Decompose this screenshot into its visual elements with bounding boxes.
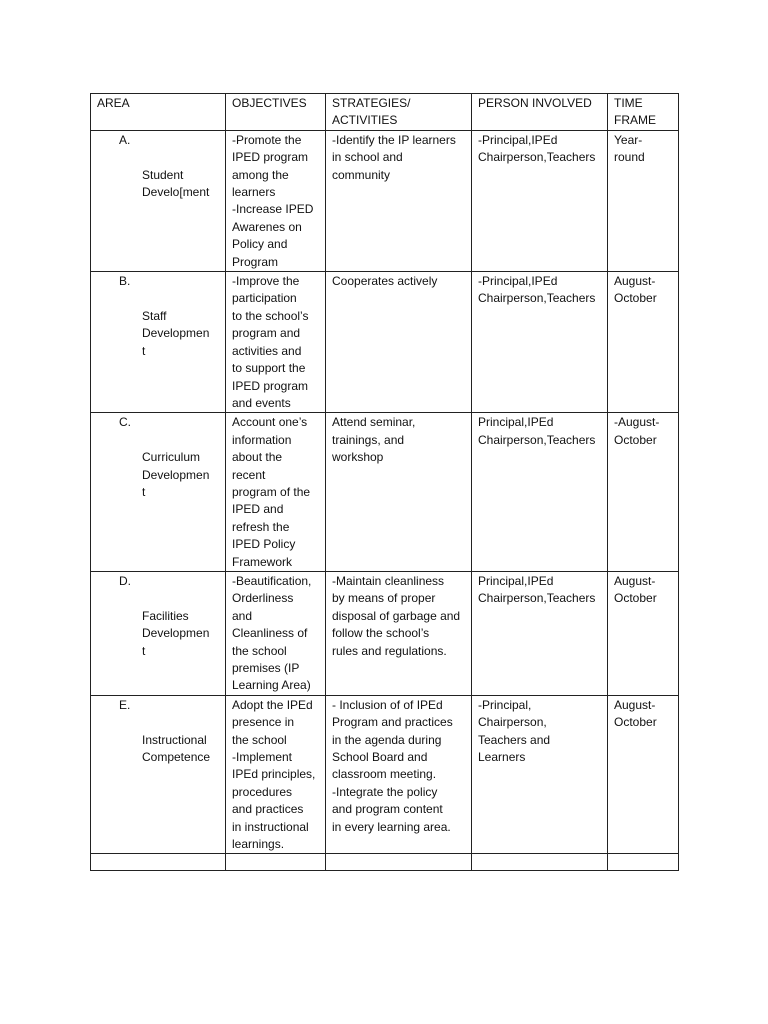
- objectives-cell: -Beautification, Orderliness and Cleanliness of the school premises (IP Learning Area): [226, 571, 326, 695]
- time-frame-cell: August- October: [608, 571, 679, 695]
- empty-cell: [326, 854, 472, 871]
- time-frame-cell: August- October: [608, 695, 679, 854]
- header-objectives: OBJECTIVES: [226, 94, 326, 131]
- area-name: Instructional Competence: [142, 732, 211, 765]
- area-letter: E.: [119, 697, 131, 712]
- header-time-frame: TIME FRAME: [608, 94, 679, 131]
- time-frame-cell: August- October: [608, 272, 679, 413]
- area-cell: [91, 695, 226, 854]
- objectives-cell: Adopt the IPEd presence in the school -Implement IPEd principles, procedures and practices in instructional learnings.: [226, 695, 326, 854]
- header-area: AREA: [91, 94, 226, 131]
- person-involved-cell: Principal,IPEd Chairperson,Teachers: [472, 413, 608, 572]
- area-name: Student Develo[ment: [142, 167, 210, 200]
- table-row: [91, 130, 679, 271]
- objectives-cell: -Improve the participation to the school’s program and activities and to support the IPED program and events: [226, 272, 326, 413]
- empty-cell: [226, 854, 326, 871]
- objectives-cell: Account one’s information about the recent program of the IPED and refresh the IPED Policy Framework: [226, 413, 326, 572]
- table-row: [91, 571, 679, 695]
- area-letter: D.: [119, 573, 131, 588]
- strategies-cell: Cooperates actively: [326, 272, 472, 413]
- strategies-cell: -Maintain cleanliness by means of proper disposal of garbage and follow the school’s rules and regulations.: [326, 571, 472, 695]
- table-row: [91, 695, 679, 854]
- strategies-cell: - Inclusion of of IPEd Program and practices in the agenda during School Board and classroom meeting. -Integrate the policy and program content in every learning area.: [326, 695, 472, 854]
- area-letter: A.: [119, 132, 131, 147]
- area-cell: [91, 413, 226, 572]
- empty-table-row: [91, 854, 679, 871]
- empty-cell: [608, 854, 679, 871]
- area-letter: C.: [119, 415, 131, 430]
- time-frame-cell: -August- October: [608, 413, 679, 572]
- area-name: Facilities Developmen t: [142, 608, 210, 658]
- header-person-involved: PERSON INVOLVED: [472, 94, 608, 131]
- area-letter: B.: [119, 274, 131, 289]
- strategies-cell: -Identify the IP learners in school and community: [326, 130, 472, 271]
- person-involved-cell: Principal,IPEd Chairperson,Teachers: [472, 571, 608, 695]
- header-row: [91, 94, 679, 131]
- iped-action-plan-table: [90, 93, 679, 871]
- empty-cell: [91, 854, 226, 871]
- area-cell: [91, 272, 226, 413]
- table-row: [91, 413, 679, 572]
- table-row: [91, 272, 679, 413]
- header-strategies: STRATEGIES/ ACTIVITIES: [326, 94, 472, 131]
- area-cell: [91, 571, 226, 695]
- objectives-cell: -Promote the IPED program among the learners -Increase IPED Awarenes on Policy and Program: [226, 130, 326, 271]
- person-involved-cell: -Principal,IPEd Chairperson,Teachers: [472, 130, 608, 271]
- person-involved-cell: -Principal,IPEd Chairperson,Teachers: [472, 272, 608, 413]
- area-name: Curriculum Developmen t: [142, 450, 210, 499]
- area-cell: [91, 130, 226, 271]
- empty-cell: [472, 854, 608, 871]
- strategies-cell: Attend seminar, trainings, and workshop: [326, 413, 472, 572]
- time-frame-cell: Year- round: [608, 130, 679, 271]
- area-name: Staff Developmen t: [142, 308, 210, 358]
- person-involved-cell: -Principal, Chairperson, Teachers and Learners: [472, 695, 608, 854]
